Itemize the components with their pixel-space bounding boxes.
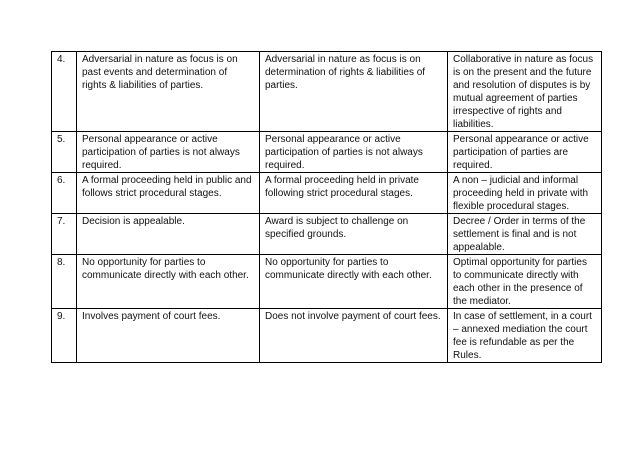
court-cell: Personal appearance or active participation of parties is not always required. [77,132,260,173]
arbitration-cell: Award is subject to challenge on specified grounds. [260,214,448,255]
court-cell: Adversarial in nature as focus is on past events and determination of rights & liabilities of parties. [77,52,260,132]
mediation-cell: Optimal opportunity for parties to communicate directly with each other in the presence of the mediator. [448,255,602,309]
row-number: 7. [52,214,77,255]
table-row [52,214,602,255]
arbitration-cell: Adversarial in nature as focus is on determination of rights & liabilities of parties. [260,52,448,132]
mediation-cell: A non – judicial and informal proceeding held in private with flexible procedural stages. [448,173,602,214]
arbitration-cell: A formal proceeding held in private following strict procedural stages. [260,173,448,214]
court-cell: Involves payment of court fees. [77,309,260,363]
mediation-cell: Personal appearance or active participation of parties are required. [448,132,602,173]
row-number: 8. [52,255,77,309]
row-number: 6. [52,173,77,214]
table-row [52,309,602,363]
arbitration-cell: Does not involve payment of court fees. [260,309,448,363]
table-row [52,132,602,173]
row-number: 4. [52,52,77,132]
table-row [52,255,602,309]
mediation-cell: In case of settlement, in a court – annexed mediation the court fee is refundable as per the Rules. [448,309,602,363]
court-cell: No opportunity for parties to communicate directly with each other. [77,255,260,309]
mediation-cell: Decree / Order in terms of the settlement is final and is not appealable. [448,214,602,255]
mediation-cell: Collaborative in nature as focus is on the present and the future and resolution of disputes is by mutual agreement of parties irrespective of rights and liabilities. [448,52,602,132]
court-cell: A formal proceeding held in public and follows strict procedural stages. [77,173,260,214]
row-number: 9. [52,309,77,363]
arbitration-cell: Personal appearance or active participation of parties is not always required. [260,132,448,173]
arbitration-cell: No opportunity for parties to communicate directly with each other. [260,255,448,309]
row-number: 5. [52,132,77,173]
comparison-table [51,51,602,363]
table-row [52,52,602,132]
table-row [52,173,602,214]
court-cell: Decision is appealable. [77,214,260,255]
